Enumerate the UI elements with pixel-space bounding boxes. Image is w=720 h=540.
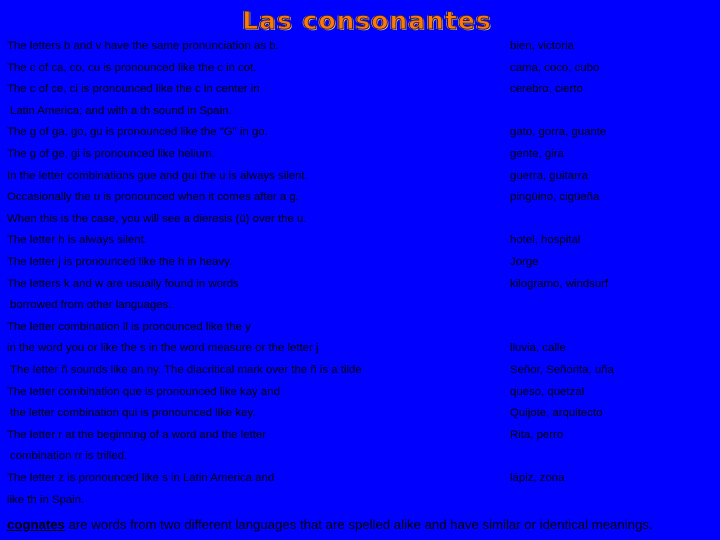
cognates-term: cognates [7,517,65,532]
rule-description: The letters b and v have the same pronunciation as b. [7,40,279,52]
rule-row [0,490,720,512]
rule-row [0,252,720,274]
rule-examples: lluvia, calle [510,342,566,355]
rule-examples: Señor, Señorita, uña [510,364,614,376]
rule-row [0,403,720,425]
rule-row [0,425,720,447]
rule-examples: lápiz, zona [510,472,565,484]
rule-description: like th in Spain. [7,493,85,506]
rule-row [0,187,720,209]
rule-examples: kilogramo, windsurf [510,277,609,290]
rule-description: combination rr is trilled. [10,450,128,463]
rule-examples: cama, coco, cubo [510,61,600,74]
slide-title: Las consonantes [242,6,492,35]
rule-description: the letter combination qui is pronounced like key. [10,407,256,420]
cognates-definition-text: are words from two different languages that are spelled alike and have similar or identical meanings. [64,517,653,532]
rule-description: The c of ce, ci is pronounced like the c in center in [7,83,260,96]
rule-description: The letter combination ll is pronounced like the y [7,320,251,333]
rule-examples: guerra, guitarra [510,169,588,182]
rule-examples: hotel, hospital [510,234,581,247]
rule-row [0,446,720,468]
rule-row [0,338,720,360]
rule-examples: Rita, perro [510,428,564,441]
rule-row [0,295,720,317]
rule-description: The c of ca, co, cu is pronounced like the c in cot. [7,61,257,74]
rule-examples: cerebro, cierto [510,83,583,96]
rule-description: Latin America; and with a th sound in Spain. [10,104,232,117]
rule-row [0,274,720,296]
rule-description: borrowed from other languages. [10,299,172,312]
rule-description: The letter combination que is pronounced like kay and [7,385,280,398]
rule-row [0,382,720,404]
rule-examples: gente, gira [510,148,564,160]
rule-examples: Quijote, arquitecto [510,407,603,420]
rule-examples: pingüino, cigüeña [510,191,600,204]
rule-examples: gato, gorra, guante [510,126,607,139]
cognates-definition [7,514,717,536]
rule-description: The letter z is pronounced like s in Latin America and [7,472,275,484]
rule-description: The g of ge, gi is pronounced like helium. [7,148,215,160]
rule-description: Occasionally the u is pronounced when it comes after a g. [7,191,299,204]
rule-row [0,360,720,382]
rule-description: The letter j is pronounced like the h in heavy. [7,256,233,268]
rule-examples: Jorge [510,256,539,268]
rule-row [0,36,720,58]
rule-description: The letter r at the beginning of a word and the letter [7,428,266,441]
rule-row [0,58,720,80]
rule-description: The letters k and w are usually found in words [7,277,239,290]
rule-row [0,79,720,101]
rule-description: in the word you or like the s in the word measure or the letter j [7,342,319,355]
rule-description: In the letter combinations gue and gui the u is always silent. [7,169,308,182]
rule-examples: queso, quetzal [510,385,585,398]
rule-row [0,144,720,166]
rule-row [0,468,720,490]
rule-row [0,230,720,252]
rule-row [0,101,720,123]
rule-row [0,122,720,144]
rule-description: The letter ñ sounds like an ny. The diacritical mark over the ñ is a tilde [10,364,362,376]
rule-row [0,166,720,188]
rule-examples: bien, victoria [510,40,574,52]
rule-description: When this is the case, you will see a dieresis (ü) over the u. [7,212,307,225]
rule-row [0,209,720,231]
rule-description: The g of ga, go, gu is pronounced like the "G" in go. [7,126,268,139]
rule-description: The letter h is always silent. [7,234,147,247]
rule-row [0,317,720,339]
